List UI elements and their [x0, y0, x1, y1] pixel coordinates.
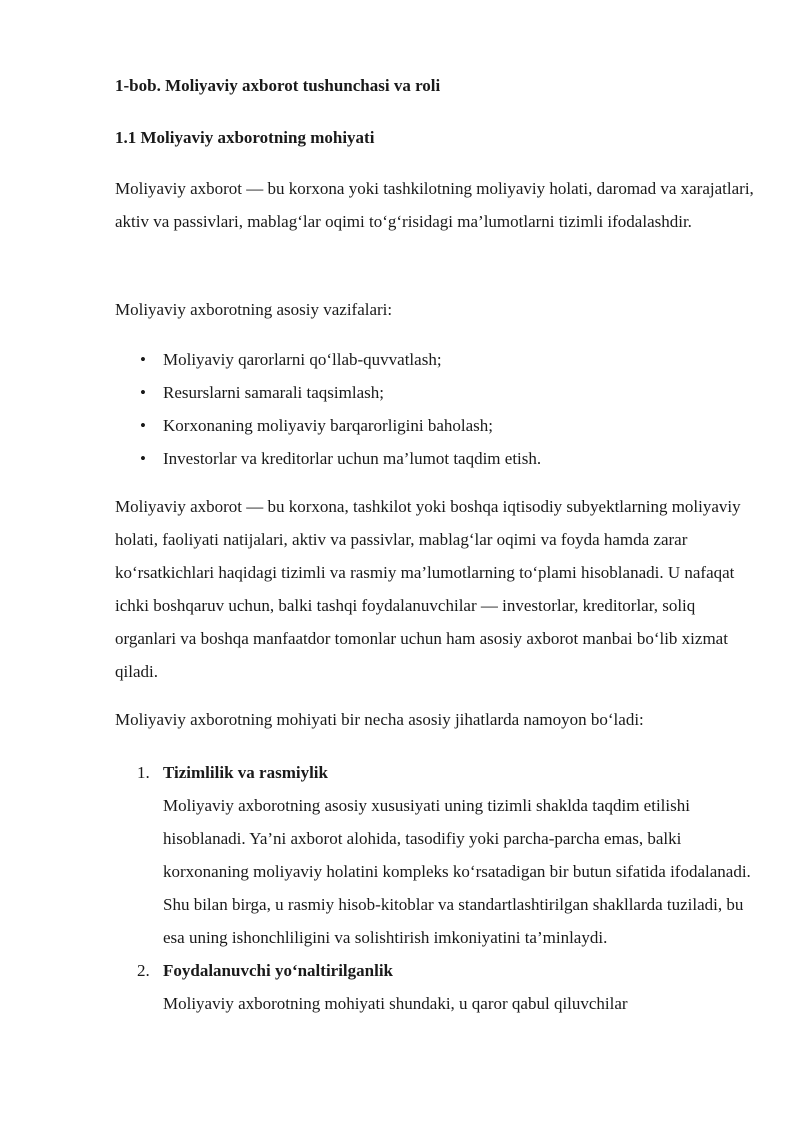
paragraph-essence-intro: Moliyaviy axborotning mohiyati bir necha asosiy jihatlarda namoyon bo‘ladi:	[115, 710, 644, 729]
item-title: Foydalanuvchi yo‘naltirilganlik	[163, 961, 394, 980]
numbered-item	[115, 756, 755, 954]
bullet-icon: •	[140, 449, 146, 468]
list-item	[115, 343, 755, 376]
list-item-text: Moliyaviy qarorlarni qo‘llab-quvvatlash;	[163, 350, 442, 369]
bullet-icon: •	[140, 350, 146, 369]
paragraph-extended-definition: Moliyaviy axborot — bu korxona, tashkilot yoki boshqa iqtisodiy subyektlarning moliyaviy holati, faoliyati natijalari, aktiv va passivlar, mablag‘lar oqimi va foyda hamda zarar ko‘rsatkichlari haqidagi tizimli va rasmiy ma’lumotlarning to‘plami hisoblanadi. U nafaqat ichki boshqaruv uchun, balki tashqi foydalanuvchilar — investorlar, kreditorlar, soliq organlari va boshqa manfaatdor tomonlar uchun ham asosiy axborot manbai bo‘lib xizmat qiladi.	[115, 497, 741, 681]
paragraph-definition: Moliyaviy axborot — bu korxona yoki tashkilotning moliyaviy holati, daromad va xarajatlari, aktiv va passivlari, mablag‘lar oqimi to‘g‘risidagi ma’lumotlarni tizimli ifodalashdir.	[115, 179, 754, 231]
list-item-text: Korxonaning moliyaviy barqarorligini baholash;	[163, 416, 494, 435]
list-item	[115, 442, 755, 475]
paragraph-functions-intro: Moliyaviy axborotning asosiy vazifalari:	[115, 300, 393, 319]
list-item	[115, 409, 755, 442]
section-title: 1.1 Moliyaviy axborotning mohiyati	[115, 128, 375, 147]
item-body: Moliyaviy axborotning asosiy xususiyati uning tizimli shaklda taqdim etilishi hisoblanadi. Ya’ni axborot alohida, tasodifiy yoki parcha-parcha emas, balki korxonaning moliyaviy holatini kompleks ko‘rsatadigan bir butun sifatida ifodalanadi. Shu bilan birga, u rasmiy hisob-kitoblar va standartlashtirilgan shakllarda tuziladi, bu esa uning ishonchliligini va solishtirish imkoniyatini ta’minlaydi.	[163, 796, 751, 947]
list-item-text: Resurslarni samarali taqsimlash;	[163, 383, 384, 402]
functions-bullet-list	[115, 343, 755, 475]
item-number: 1.	[137, 763, 150, 782]
numbered-item	[115, 954, 755, 1020]
list-item-text: Investorlar va kreditorlar uchun ma’lumot taqdim etish.	[163, 449, 542, 468]
chapter-title: 1-bob. Moliyaviy axborot tushunchasi va roli	[115, 76, 441, 95]
item-body: Moliyaviy axborotning mohiyati shundaki, u qaror qabul qiluvchilar	[163, 994, 628, 1013]
bullet-icon: •	[140, 383, 146, 402]
item-number: 2.	[137, 961, 150, 980]
item-title: Tizimlilik va rasmiylik	[163, 763, 328, 782]
list-item	[115, 376, 755, 409]
essence-numbered-list	[115, 756, 755, 1020]
bullet-icon: •	[140, 416, 146, 435]
